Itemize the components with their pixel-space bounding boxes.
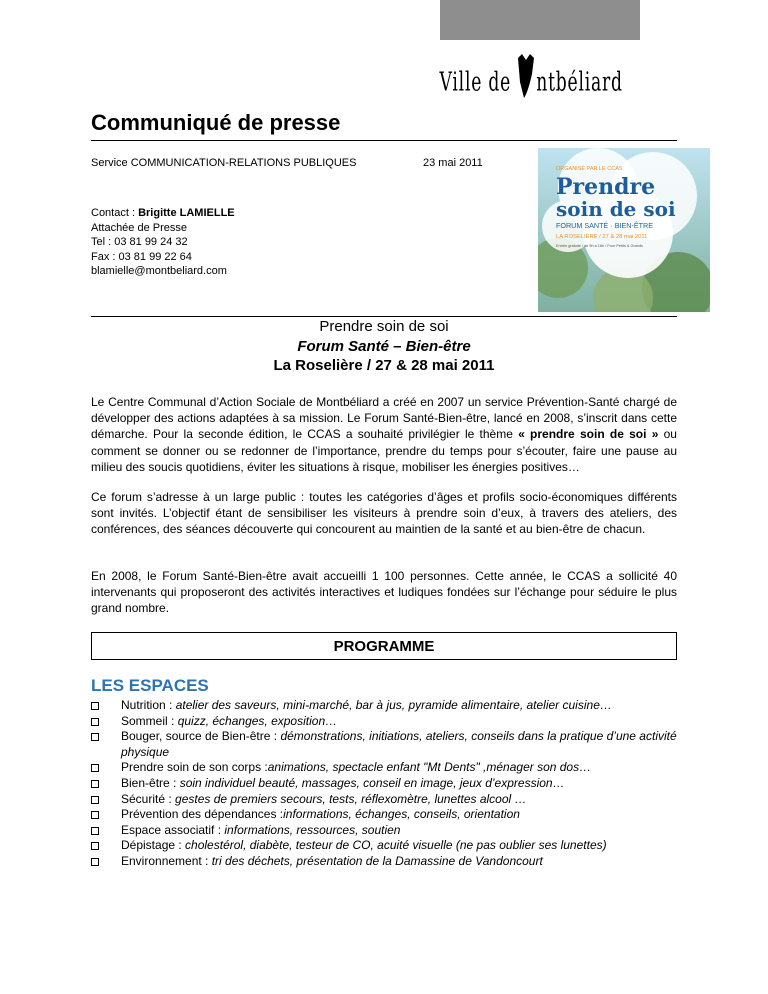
poster-organiser: ORGANISÉ PAR LE CCAS: [556, 166, 623, 172]
list-item: [91, 760, 677, 776]
item-detail: soin individuel beauté, massages, conseil en image, jeux d’expression…: [179, 775, 565, 790]
intro-text-b: ou comment se donner ou se redonner de l’importance, prendre du temps pour s’écouter, faire une pause au milieu des soucis quotidiens, éviter les situations à risque, mobiliser les énergies positives…: [91, 427, 677, 474]
contact-prefix: Contact :: [91, 207, 139, 219]
checkbox-bullet-icon: [91, 702, 99, 710]
poster-title-2: soin de soi: [556, 197, 676, 221]
attendance-paragraph: En 2008, le Forum Santé-Bien-être avait accueilli 1 100 personnes. Cette année, le CCAS a sollicité 40 intervenants qui proposeront des activités interactives et ludiques fondées sur l’échange pour séduire le plus grand nombre.: [91, 569, 677, 616]
list-item: [91, 823, 677, 839]
item-label: Dépistage :: [121, 838, 186, 853]
list-item: [91, 714, 677, 730]
svg-text:Ville de: Ville de: [439, 66, 512, 98]
checkbox-bullet-icon: [91, 827, 99, 835]
programme-heading: PROGRAMME: [91, 632, 677, 660]
audience-paragraph: Ce forum s’adresse à un large public : toutes les catégories d’âges et profils socio-économiques différents sont invités. L’objectif étant de sensibiliser les visiteurs à prendre soin d’eux, à travers des ateliers, des conférences, des séances découverte qui concourent au maintien de la santé et au bien-être de chacun.: [91, 490, 677, 537]
list-item: [91, 729, 677, 760]
item-label: Prévention des dépendances :: [121, 807, 284, 822]
item-label: Bien-être :: [121, 775, 180, 790]
montbeliard-logo: [438, 52, 638, 102]
checkbox-bullet-icon: [91, 733, 99, 741]
page-title: Communiqué de presse: [91, 110, 341, 135]
checkbox-bullet-icon: [91, 811, 99, 819]
intro-paragraph: [91, 394, 677, 475]
espaces-list: [91, 698, 677, 870]
list-item: [91, 854, 677, 870]
item-label: Environnement :: [121, 853, 212, 868]
header-grey-tab: [440, 0, 640, 40]
checkbox-bullet-icon: [91, 780, 99, 788]
checkbox-bullet-icon: [91, 718, 99, 726]
contact-fax: Fax : 03 81 99 22 64: [91, 250, 192, 263]
contact-block: [91, 206, 235, 279]
headline-line-2: Forum Santé – Bien-être: [297, 338, 471, 355]
intro-theme: « prendre soin de soi »: [518, 427, 659, 442]
contact-tel: Tel : 03 81 99 24 32: [91, 236, 188, 249]
section-heading-espaces: LES ESPACES: [91, 676, 209, 695]
poster-note: Entrée gratuite / de 9h à 18h / Pour Petits & Grands: [556, 244, 643, 248]
list-item: [91, 792, 677, 808]
checkbox-bullet-icon: [91, 858, 99, 866]
item-label: Espace associatif :: [121, 822, 225, 837]
item-detail: animations, spectacle enfant "Mt Dents" ,ménager son dos…: [267, 760, 592, 775]
list-item: [91, 838, 677, 854]
contact-name: Brigitte LAMIELLE: [138, 207, 235, 219]
item-label: Prendre soin de son corps :: [121, 760, 268, 775]
item-label: Sécurité :: [121, 791, 176, 806]
item-detail: quizz, échanges, exposition…: [177, 713, 338, 728]
contact-email: blamielle@montbeliard.com: [91, 265, 227, 278]
checkbox-bullet-icon: [91, 842, 99, 850]
intro-text-a: Le Centre Communal d’Action Sociale de Montbéliard a créé en 2007 un service Prévention-Santé chargé de développer des actions adaptées à sa mission. Le Forum Santé-Bien-être, lancé en 2008, s’inscrit dans cette démarche. Pour la seconde édition, le CCAS a souhaité privilégier le thème: [91, 395, 677, 442]
list-item: [91, 698, 677, 714]
item-detail: cholestérol, diabète, testeur de CO, acuité visuelle (ne pas oublier ses lunettes): [185, 838, 607, 853]
checkbox-bullet-icon: [91, 764, 99, 772]
service-label: Service COMMUNICATION-RELATIONS PUBLIQUES: [91, 157, 357, 169]
item-detail: gestes de premiers secours, tests, réflexomètre, lunettes alcool …: [175, 791, 527, 806]
forum-poster: [538, 148, 710, 312]
item-detail: atelier des saveurs, mini-marché, bar à jus, pyramide alimentaire, atelier cuisine…: [175, 698, 612, 712]
headline-divider: [91, 316, 677, 317]
item-label: Bouger, source de Bien-être :: [121, 729, 281, 744]
poster-subtitle: FORUM SANTÉ · BIEN-ÊTRE: [556, 221, 654, 230]
item-detail: tri des déchets, présentation de la Damassine de Vandoncourt: [211, 853, 543, 868]
item-detail: informations, ressources, soutien: [224, 822, 401, 837]
list-item: [91, 776, 677, 792]
list-item: [91, 807, 677, 823]
poster-venue: LA ROSELIÈRE / 27 & 28 mai 2011: [556, 234, 648, 240]
contact-role: Attachée de Presse: [91, 221, 188, 234]
item-detail: démonstrations, initiations, ateliers, conseils dans la pratique d’une activité physique: [121, 729, 677, 759]
checkbox-bullet-icon: [91, 796, 99, 804]
item-detail: informations, échanges, conseils, orientation: [283, 807, 520, 822]
poster-title-1: Prendre: [556, 174, 656, 200]
headline-line-1: Prendre soin de soi: [319, 318, 449, 335]
item-label: Sommeil :: [121, 713, 178, 728]
headline-line-3: La Roselière / 27 & 28 mai 2011: [273, 357, 495, 374]
svg-text:ntbéliard: ntbéliard: [536, 66, 623, 98]
title-divider: [91, 140, 677, 141]
press-date: 23 mai 2011: [423, 157, 483, 169]
item-label: Nutrition :: [121, 698, 176, 712]
